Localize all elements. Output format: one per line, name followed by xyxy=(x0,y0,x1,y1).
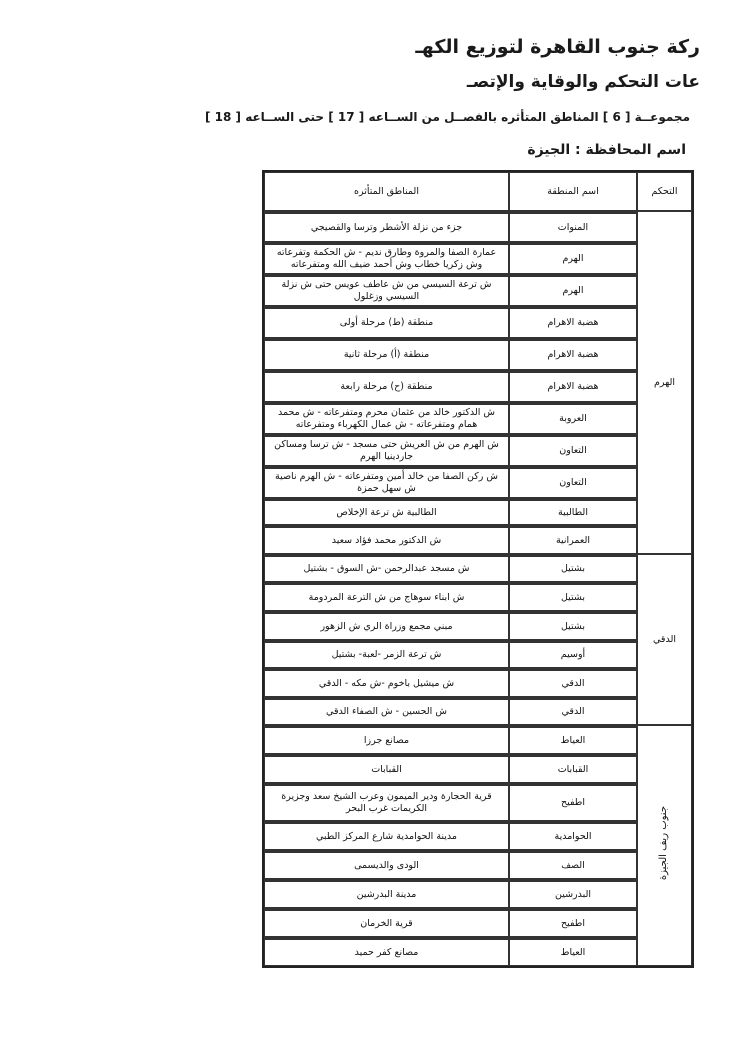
affected-areas-cell: منطقة (ح) مرحلة رابعة xyxy=(264,370,509,402)
governorate-label: اسم المحافظة : الجيزة xyxy=(527,142,686,158)
table-row xyxy=(264,725,692,754)
table-row xyxy=(264,908,692,937)
region-name-cell: اطفيح xyxy=(509,783,637,821)
affected-areas-cell: مدينة البدرشين xyxy=(264,879,509,908)
affected-areas-table xyxy=(262,170,694,968)
region-name-cell: بشتيل xyxy=(509,582,637,611)
region-name-cell: القبابات xyxy=(509,754,637,783)
affected-areas-cell: مبني مجمع وزراة الري ش الزهور xyxy=(264,611,509,640)
region-name-cell: المنوات xyxy=(509,211,637,242)
table-row xyxy=(264,754,692,783)
region-name-cell: الطالبية xyxy=(509,498,637,525)
affected-areas-cell: ش الدكتور خالد من عثمان محرم ومتفرعاته - ش محمد همام ومتفرعاته - ش عمال الكهرباء ومتفرعاته xyxy=(264,402,509,434)
region-name-cell: هضبة الاهرام xyxy=(509,338,637,370)
table-row xyxy=(264,640,692,668)
column-header-areas: المناطق المتأثره xyxy=(264,172,509,211)
company-name: ركة جنوب القاهرة لتوزيع الكهـ xyxy=(415,36,700,58)
table-row xyxy=(264,821,692,850)
affected-areas-cell: عمارة الصفا والمروة وطارق نديم - ش الحكمة وتفرعاته وش زكريا خطاب وش أحمد ضيف الله ومتفرعاته xyxy=(264,242,509,274)
table-row xyxy=(264,783,692,821)
affected-areas-cell: ش مسجد عبدالرحمن -ش السوق - بشتيل xyxy=(264,554,509,582)
affected-areas-cell: ش الهرم من ش العريش حتى مسجد - ش ترسا ومساكن جاردينيا الهرم xyxy=(264,434,509,466)
region-name-cell: أوسيم xyxy=(509,640,637,668)
region-name-cell: الهرم xyxy=(509,274,637,306)
affected-areas-cell: ش ترعة السيسي من ش عاطف عويس حتى ش نزلة السيسي وزغلول xyxy=(264,274,509,306)
affected-areas-cell: قرية الحجارة ودير الميمون وعرب الشيخ سعد وجزيرة الكريمات غرب البحر xyxy=(264,783,509,821)
region-name-cell: العياط xyxy=(509,725,637,754)
region-name-cell: العياط xyxy=(509,937,637,966)
affected-areas-cell: مصانع جرزا xyxy=(264,725,509,754)
affected-areas-cell: مدينة الحوامدية شارع المركز الطبي xyxy=(264,821,509,850)
affected-areas-cell: منطقة (ط) مرحلة أولى xyxy=(264,306,509,338)
affected-areas-cell: ش ركن الصفا من خالد أمين ومتفرعاته - ش الهرم ناصية ش سهل حمزة xyxy=(264,466,509,498)
affected-areas-cell: ش ميشيل باخوم -ش مكه - الدقي xyxy=(264,668,509,697)
control-center-label: جنوب ريف الجيزة xyxy=(658,806,670,881)
region-name-cell: العروبة xyxy=(509,402,637,434)
table-row xyxy=(264,242,692,274)
control-center-cell xyxy=(637,554,692,725)
table-row xyxy=(264,274,692,306)
table-row xyxy=(264,498,692,525)
region-name-cell: بشتيل xyxy=(509,611,637,640)
region-name-cell: الصف xyxy=(509,850,637,879)
table-row xyxy=(264,937,692,966)
region-name-cell: الهرم xyxy=(509,242,637,274)
region-name-cell: التعاون xyxy=(509,434,637,466)
affected-areas-cell: ش ابناء سوهاج من ش الترعة المردومة xyxy=(264,582,509,611)
affected-areas-cell: منطقة (أ) مرحلة ثانية xyxy=(264,338,509,370)
table-header-row xyxy=(264,172,692,211)
table-row xyxy=(264,697,692,725)
region-name-cell: الدقي xyxy=(509,668,637,697)
region-name-cell: العمرانية xyxy=(509,525,637,554)
region-name-cell: التعاون xyxy=(509,466,637,498)
table-row xyxy=(264,338,692,370)
region-name-cell: اطفيح xyxy=(509,908,637,937)
affected-areas-cell: قرية الخرمان xyxy=(264,908,509,937)
table-row xyxy=(264,211,692,242)
table-row xyxy=(264,466,692,498)
affected-areas-cell: ش الدكتور محمد فؤاد سعيد xyxy=(264,525,509,554)
region-name-cell: هضبة الاهرام xyxy=(509,306,637,338)
table-row xyxy=(264,306,692,338)
column-header-region: اسم المنطقة xyxy=(509,172,637,211)
table-row xyxy=(264,879,692,908)
affected-areas-cell: ش الحسين - ش الصفاء الدقي xyxy=(264,697,509,725)
control-center-cell xyxy=(637,211,692,554)
affected-areas-cell: الطالبية ش ترعة الإخلاص xyxy=(264,498,509,525)
region-name-cell: هضبة الاهرام xyxy=(509,370,637,402)
table-row xyxy=(264,668,692,697)
region-name-cell: الحوامدية xyxy=(509,821,637,850)
schedule-line: مجموعــة [ 6 ] المناطق المتأثره بالفصــل من الســاعه [ 17 ] حتى الســاعه [ 18 ] xyxy=(204,110,690,124)
table-row xyxy=(264,434,692,466)
region-name-cell: البدرشين xyxy=(509,879,637,908)
table-row xyxy=(264,850,692,879)
affected-areas-cell: القبابات xyxy=(264,754,509,783)
affected-areas-cell: الودى والديسمى xyxy=(264,850,509,879)
table-row xyxy=(264,402,692,434)
affected-areas-cell: جزء من نزلة الأشطر وترسا والقصيجي xyxy=(264,211,509,242)
control-center-cell xyxy=(637,725,692,966)
affected-areas-cell: مصانع كفر حميد xyxy=(264,937,509,966)
column-header-control: التحكم xyxy=(637,172,692,211)
table-row xyxy=(264,582,692,611)
table-row xyxy=(264,611,692,640)
region-name-cell: بشتيل xyxy=(509,554,637,582)
control-center-label: الدقي xyxy=(653,633,676,645)
control-center-label: الهرم xyxy=(653,376,676,388)
department-name: عات التحكم والوقاية والإتصـ xyxy=(466,72,700,92)
region-name-cell: الدقي xyxy=(509,697,637,725)
table-row xyxy=(264,554,692,582)
table-row xyxy=(264,525,692,554)
affected-areas-cell: ش ترعة الزمر -لعبة- بشتيل xyxy=(264,640,509,668)
table-row xyxy=(264,370,692,402)
